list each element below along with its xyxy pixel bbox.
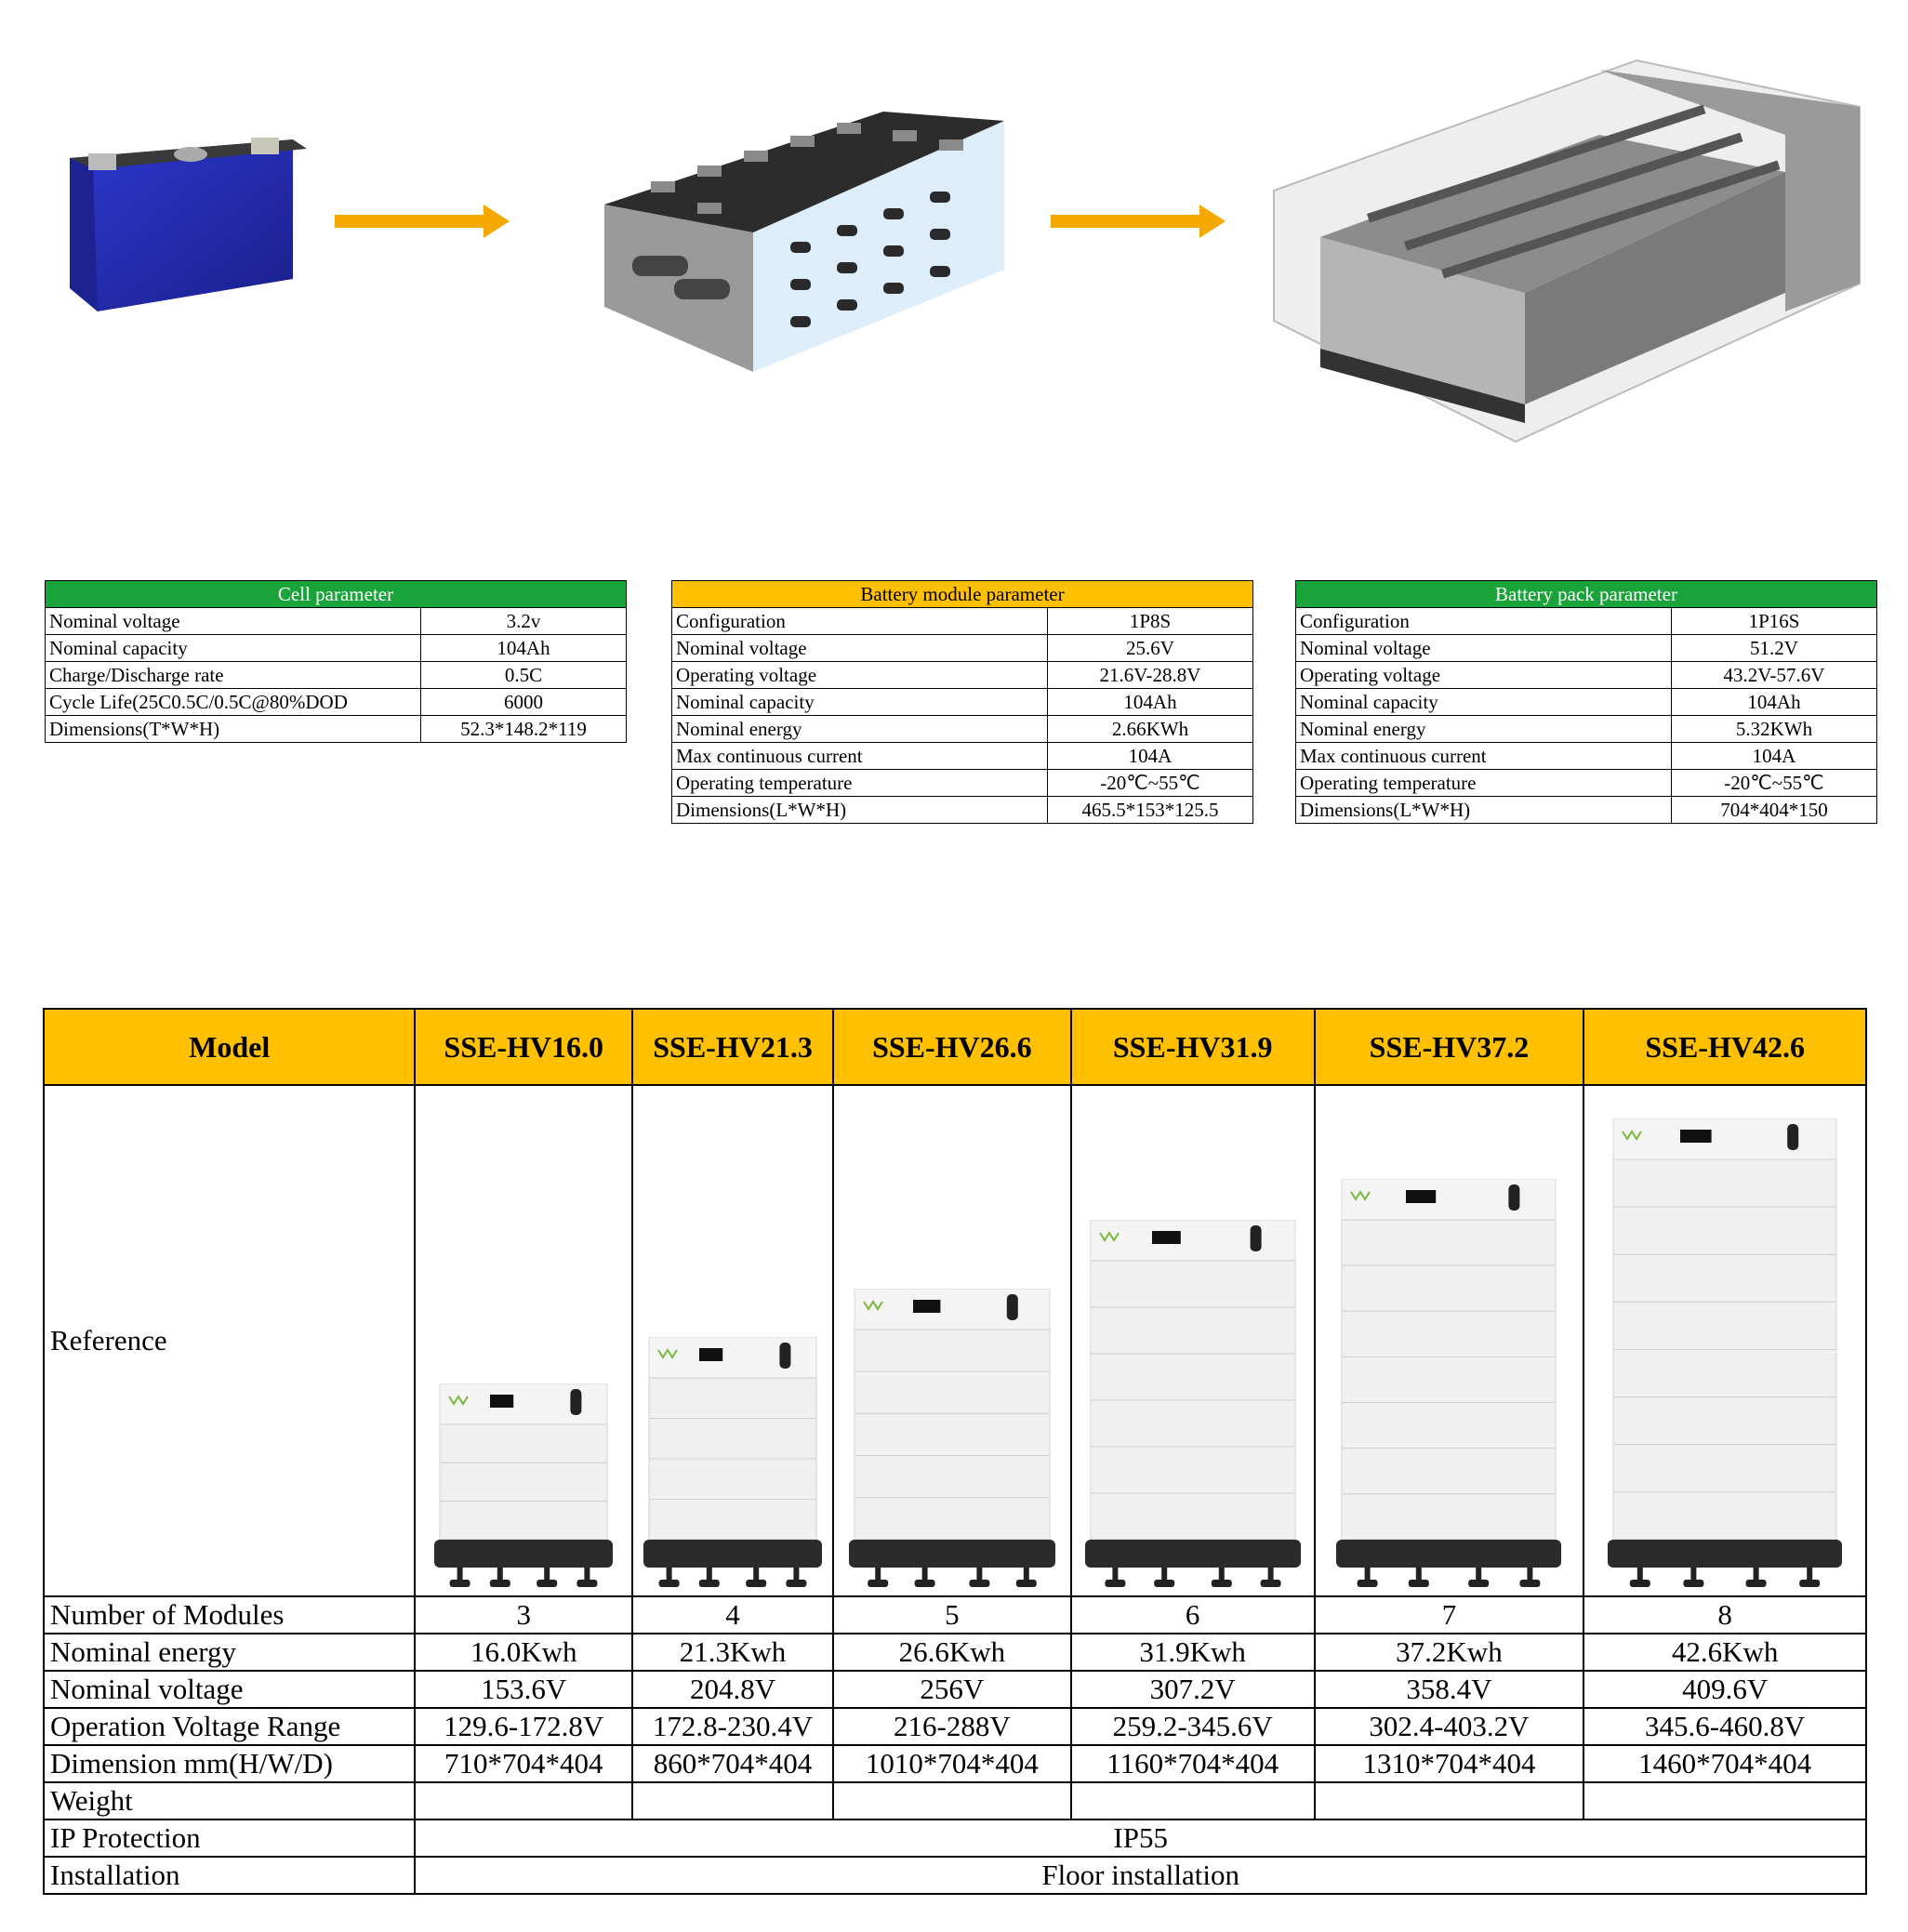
row-label: Number of Modules [44, 1596, 415, 1634]
param-value: 0.5C [421, 662, 627, 689]
table-cell: 307.2V [1071, 1671, 1315, 1708]
table-cell: 37.2Kwh [1315, 1634, 1584, 1671]
table-cell [833, 1782, 1071, 1820]
table-row [672, 635, 1253, 662]
param-label: Operating voltage [672, 662, 1048, 689]
battery-pack-image [1265, 51, 1869, 451]
table-header-row [44, 1009, 1866, 1085]
table-cell: 256V [833, 1671, 1071, 1708]
row-label: IP Protection [44, 1820, 415, 1857]
table-cell: 8 [1583, 1596, 1866, 1634]
table-cell: IP55 [415, 1820, 1866, 1857]
row-label: Weight [44, 1782, 415, 1820]
arrow-right-icon [335, 203, 511, 240]
table-cell: 1010*704*404 [833, 1745, 1071, 1782]
row-label: Nominal voltage [44, 1671, 415, 1708]
cabinet-cell [1583, 1085, 1866, 1596]
param-label: Dimensions(L*W*H) [1296, 797, 1672, 824]
param-label: Operating temperature [672, 770, 1048, 797]
model-name: SSE-HV31.9 [1071, 1009, 1315, 1085]
param-value: 52.3*148.2*119 [421, 716, 627, 743]
param-value: 21.6V-28.8V [1048, 662, 1253, 689]
model-name: SSE-HV16.0 [415, 1009, 632, 1085]
table-row [672, 608, 1253, 635]
table-row [672, 662, 1253, 689]
table-cell: 3 [415, 1596, 632, 1634]
param-value: -20℃~55℃ [1048, 770, 1253, 797]
table-cell: 409.6V [1583, 1671, 1866, 1708]
cabinet-cell [415, 1085, 632, 1596]
table-row [46, 608, 627, 635]
param-label: Nominal voltage [46, 608, 421, 635]
table-row [46, 662, 627, 689]
battery-cabinet-image [1332, 1179, 1565, 1588]
battery-cell-image [51, 121, 321, 325]
table-cell: 204.8V [632, 1671, 833, 1708]
table-row [46, 689, 627, 716]
param-label: Nominal capacity [46, 635, 421, 662]
table-cell: 42.6Kwh [1583, 1634, 1866, 1671]
battery-cabinet-image [845, 1289, 1059, 1588]
param-label: Operating temperature [1296, 770, 1672, 797]
table-cell: 31.9Kwh [1071, 1634, 1315, 1671]
param-label: Max continuous current [1296, 743, 1672, 770]
table-cell: 16.0Kwh [415, 1634, 632, 1671]
table-row [44, 1782, 1866, 1820]
table-cell: 216-288V [833, 1708, 1071, 1745]
table-row [1296, 716, 1877, 743]
param-label: Nominal capacity [1296, 689, 1672, 716]
param-value: -20℃~55℃ [1672, 770, 1877, 797]
table-cell: 172.8-230.4V [632, 1708, 833, 1745]
param-value: 43.2V-57.6V [1672, 662, 1877, 689]
table-row [672, 689, 1253, 716]
model-name: SSE-HV37.2 [1315, 1009, 1584, 1085]
table-row [1296, 662, 1877, 689]
param-label: Charge/Discharge rate [46, 662, 421, 689]
table-cell: Floor installation [415, 1857, 1866, 1894]
table-cell: 129.6-172.8V [415, 1708, 632, 1745]
param-label: Cycle Life(25C0.5C/0.5C@80%DOD [46, 689, 421, 716]
param-value: 1P8S [1048, 608, 1253, 635]
table-cell: 26.6Kwh [833, 1634, 1071, 1671]
table-cell: 259.2-345.6V [1071, 1708, 1315, 1745]
table-cell: 1460*704*404 [1583, 1745, 1866, 1782]
battery-cabinet-image [1604, 1118, 1846, 1588]
table-cell: 1310*704*404 [1315, 1745, 1584, 1782]
table-cell: 710*704*404 [415, 1745, 632, 1782]
param-value: 5.32KWh [1672, 716, 1877, 743]
pack-parameter-table [1295, 580, 1877, 824]
table-cell: 4 [632, 1596, 833, 1634]
param-label: Max continuous current [672, 743, 1048, 770]
table-cell [1583, 1782, 1866, 1820]
table-row [672, 743, 1253, 770]
table-cell: 345.6-460.8V [1583, 1708, 1866, 1745]
battery-cabinet-image [640, 1337, 826, 1588]
battery-cabinet-image [1081, 1220, 1305, 1588]
param-label: Configuration [672, 608, 1048, 635]
table-cell: 5 [833, 1596, 1071, 1634]
reference-label: Reference [44, 1085, 415, 1596]
row-label: Dimension mm(H/W/D) [44, 1745, 415, 1782]
table-row [1296, 797, 1877, 824]
param-value: 25.6V [1048, 635, 1253, 662]
battery-module-image [586, 93, 1014, 381]
table-row [672, 797, 1253, 824]
table-row [1296, 770, 1877, 797]
table-cell [632, 1782, 833, 1820]
cabinet-cell [833, 1085, 1071, 1596]
table-cell: 6 [1071, 1596, 1315, 1634]
table-cell [415, 1782, 632, 1820]
param-value: 465.5*153*125.5 [1048, 797, 1253, 824]
table-row [672, 716, 1253, 743]
param-label: Nominal voltage [1296, 635, 1672, 662]
model-name: SSE-HV26.6 [833, 1009, 1071, 1085]
table-row [44, 1671, 1866, 1708]
table-cell: 302.4-403.2V [1315, 1708, 1584, 1745]
row-label: Installation [44, 1857, 415, 1894]
param-value: 3.2v [421, 608, 627, 635]
cabinet-cell [632, 1085, 833, 1596]
param-label: Nominal energy [1296, 716, 1672, 743]
param-value: 51.2V [1672, 635, 1877, 662]
param-value: 704*404*150 [1672, 797, 1877, 824]
row-label: Nominal energy [44, 1634, 415, 1671]
param-label: Nominal capacity [672, 689, 1048, 716]
table-row [44, 1857, 1866, 1894]
model-name: SSE-HV21.3 [632, 1009, 833, 1085]
table-row [1296, 608, 1877, 635]
table-row [44, 1708, 1866, 1745]
cabinet-cell [1315, 1085, 1584, 1596]
module-parameter-table [671, 580, 1253, 824]
param-value: 104A [1672, 743, 1877, 770]
table-row [46, 716, 627, 743]
table-cell: 21.3Kwh [632, 1634, 833, 1671]
model-header: Model [44, 1009, 415, 1085]
param-label: Dimensions(T*W*H) [46, 716, 421, 743]
table-title: Battery pack parameter [1296, 581, 1877, 608]
table-cell: 358.4V [1315, 1671, 1584, 1708]
param-value: 104Ah [421, 635, 627, 662]
table-row [672, 770, 1253, 797]
arrow-right-icon [1051, 203, 1227, 240]
param-value: 104A [1048, 743, 1253, 770]
param-value: 2.66KWh [1048, 716, 1253, 743]
param-label: Operating voltage [1296, 662, 1672, 689]
table-cell: 1160*704*404 [1071, 1745, 1315, 1782]
reference-row [44, 1085, 1866, 1596]
models-table [43, 1008, 1867, 1895]
table-cell: 7 [1315, 1596, 1584, 1634]
param-value: 6000 [421, 689, 627, 716]
table-row [44, 1596, 1866, 1634]
table-row [44, 1820, 1866, 1857]
table-row [44, 1745, 1866, 1782]
param-value: 104Ah [1672, 689, 1877, 716]
table-row [1296, 743, 1877, 770]
row-label: Operation Voltage Range [44, 1708, 415, 1745]
cell-parameter-table [45, 580, 627, 743]
battery-cabinet-image [431, 1383, 616, 1588]
param-label: Nominal energy [672, 716, 1048, 743]
table-cell [1315, 1782, 1584, 1820]
table-row [44, 1634, 1866, 1671]
param-label: Dimensions(L*W*H) [672, 797, 1048, 824]
param-label: Nominal voltage [672, 635, 1048, 662]
table-row [1296, 689, 1877, 716]
table-row [1296, 635, 1877, 662]
table-cell: 153.6V [415, 1671, 632, 1708]
model-name: SSE-HV42.6 [1583, 1009, 1866, 1085]
cabinet-cell [1071, 1085, 1315, 1596]
param-value: 104Ah [1048, 689, 1253, 716]
table-title: Battery module parameter [672, 581, 1253, 608]
param-value: 1P16S [1672, 608, 1877, 635]
table-cell: 860*704*404 [632, 1745, 833, 1782]
table-cell [1071, 1782, 1315, 1820]
table-row [46, 635, 627, 662]
table-title: Cell parameter [46, 581, 627, 608]
param-label: Configuration [1296, 608, 1672, 635]
